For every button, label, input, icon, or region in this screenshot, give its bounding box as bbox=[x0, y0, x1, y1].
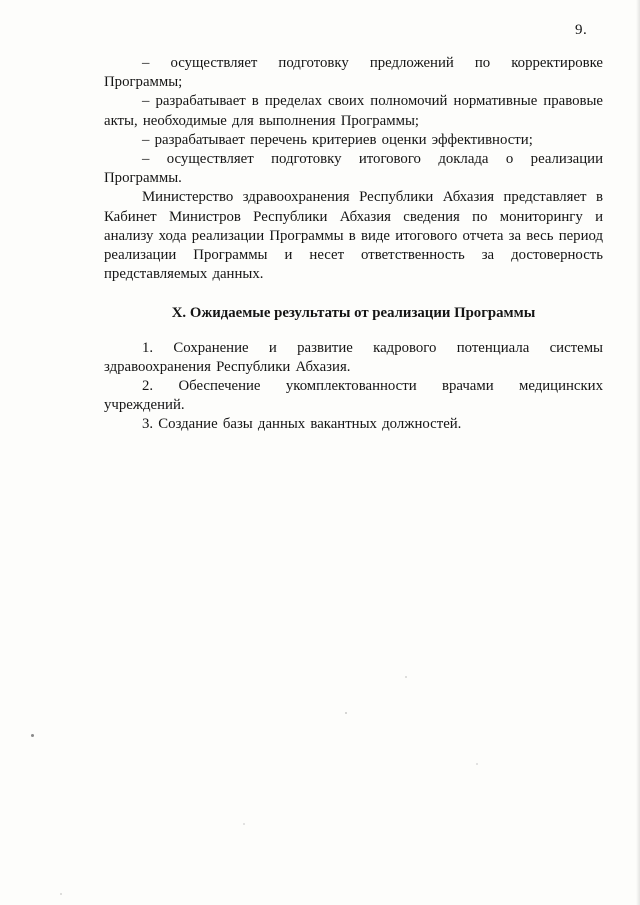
dash-list-item: – разрабатывает перечень критериев оценки эффективности; bbox=[142, 131, 533, 148]
body-paragraph: Министерство здравоохранения Республики Абхазия представляет в Кабинет Министров Республики Абхазия сведения по мониторингу и анализу хода реализации Программы в виде итогового отчета за весь период реализации Программы и несет ответственность за достоверность представляемых данных. bbox=[104, 189, 603, 283]
numbered-list-item: 2. Обеспечение укомплектованности врачами медицинских учреждений. bbox=[104, 378, 603, 414]
page-number: 9. bbox=[575, 22, 588, 38]
dash-list-item: – разрабатывает в пределах своих полномочий нормативные правовые акты, необходимые для выполнения Программы; bbox=[104, 93, 603, 129]
scan-speck bbox=[60, 893, 62, 895]
scan-speck bbox=[476, 763, 478, 765]
section-heading: X. Ожидаемые результаты от реализации Программы bbox=[171, 305, 536, 322]
numbered-list-item: 1. Сохранение и развитие кадрового потенциала системы здравоохранения Республики Абхазия. bbox=[104, 339, 603, 375]
scan-edge-shadow bbox=[636, 0, 640, 905]
dash-list-item: – осуществляет подготовку предложений по корректировке Программы; bbox=[104, 55, 603, 91]
scan-speck bbox=[243, 823, 245, 825]
document-content bbox=[104, 54, 603, 435]
scan-speck bbox=[31, 734, 34, 737]
scan-speck bbox=[345, 712, 347, 714]
dash-list-item: – осуществляет подготовку итогового доклада о реализации Программы. bbox=[104, 151, 603, 187]
scan-speck bbox=[405, 676, 407, 678]
numbered-list-item: 3. Создание базы данных вакантных должностей. bbox=[142, 416, 462, 433]
